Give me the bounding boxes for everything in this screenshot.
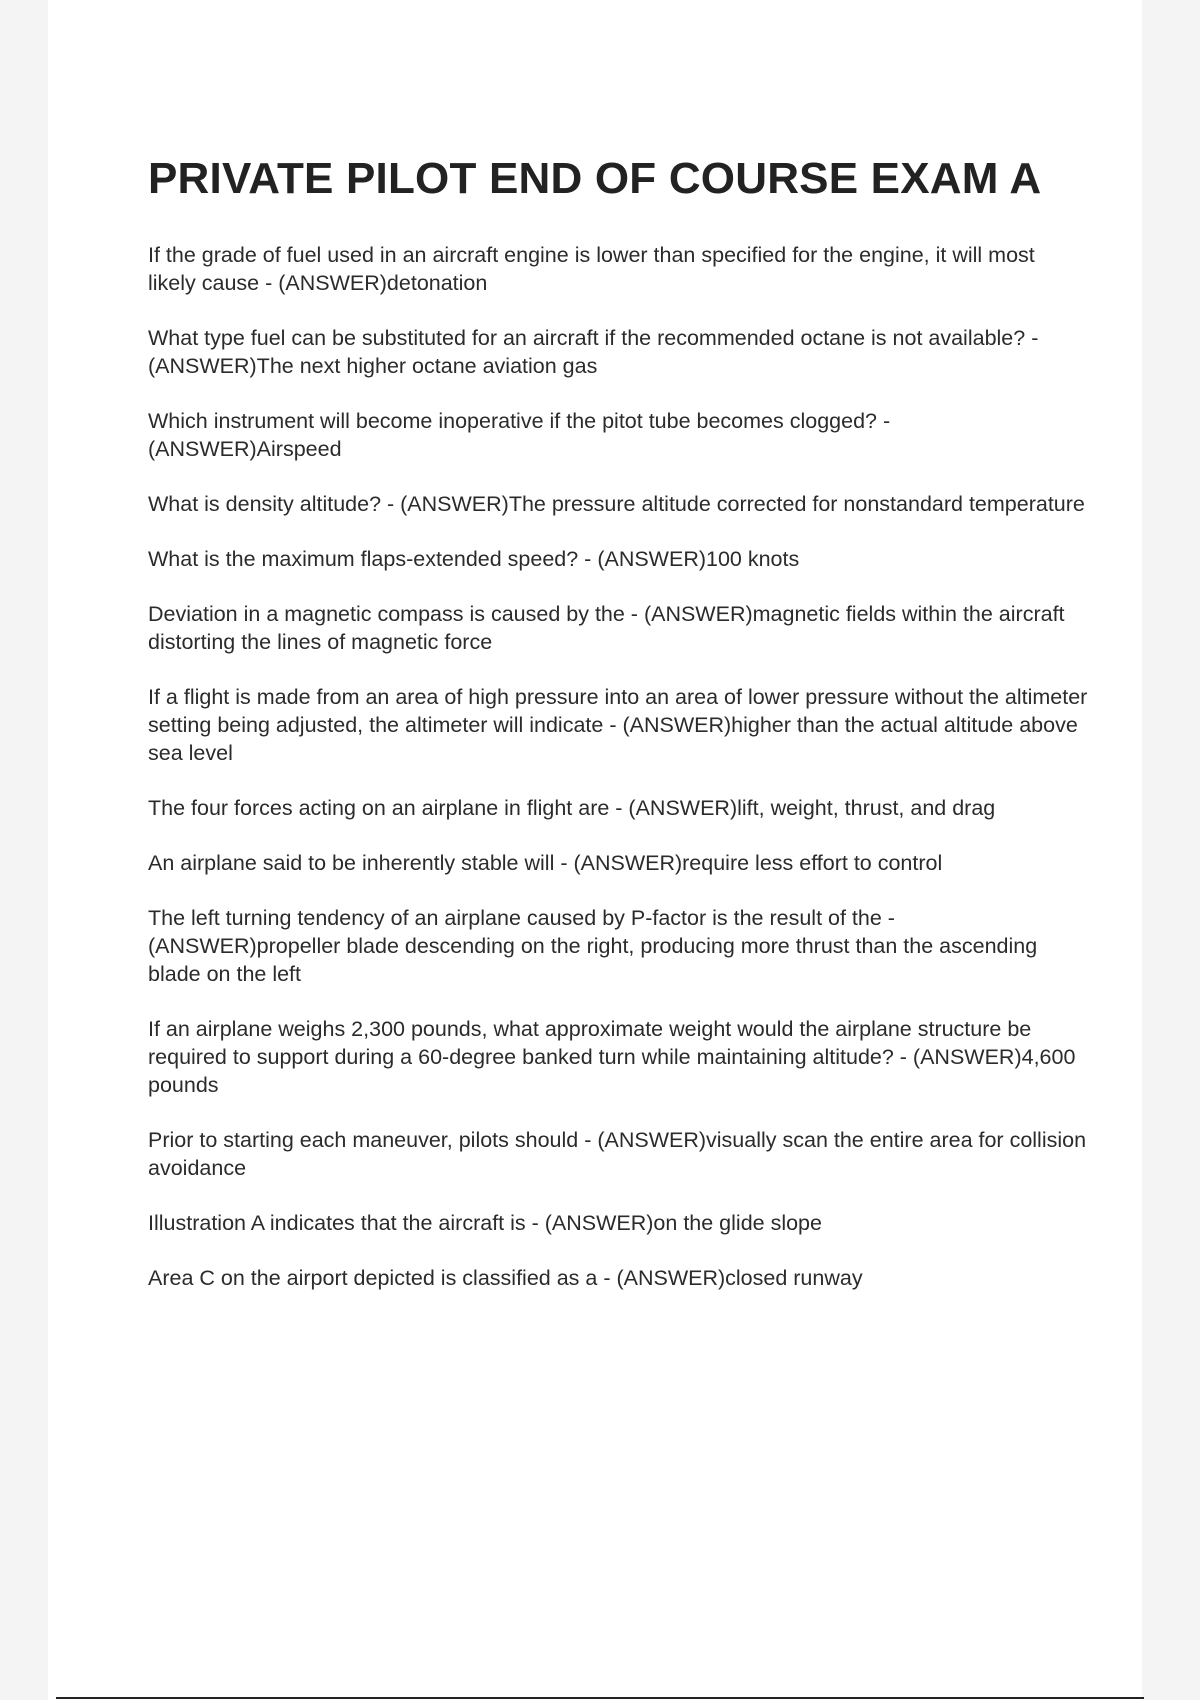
qa-item: The left turning tendency of an airplane caused by P-factor is the result of the - (ANSWER)propeller blade descending on the right, producing more thrust than the ascending blade on the left <box>148 906 1038 986</box>
document-content <box>148 150 1088 1319</box>
qa-item: Deviation in a magnetic compass is caused by the - (ANSWER)magnetic fields within the aircraft distorting the lines of magnetic force <box>148 602 1065 654</box>
page-title: PRIVATE PILOT END OF COURSE EXAM A <box>148 154 1042 203</box>
qa-item: What is density altitude? - (ANSWER)The pressure altitude corrected for nonstandard temperature <box>148 492 1085 516</box>
qa-item: If the grade of fuel used in an aircraft engine is lower than specified for the engine, it will most likely cause - (ANSWER)detonation <box>148 243 1035 295</box>
qa-item: What is the maximum flaps-extended speed? - (ANSWER)100 knots <box>148 547 800 571</box>
qa-item: The four forces acting on an airplane in flight are - (ANSWER)lift, weight, thrust, and drag <box>148 796 996 820</box>
qa-item: Area C on the airport depicted is classified as a - (ANSWER)closed runway <box>148 1266 863 1290</box>
qa-item: Which instrument will become inoperative if the pitot tube becomes clogged? - (ANSWER)Airspeed <box>148 409 891 461</box>
footer-rule <box>56 1697 1144 1699</box>
qa-item: What type fuel can be substituted for an aircraft if the recommended octane is not available? - (ANSWER)The next higher octane aviation gas <box>148 326 1039 378</box>
qa-item: An airplane said to be inherently stable will - (ANSWER)require less effort to control <box>148 851 943 875</box>
qa-item: Illustration A indicates that the aircraft is - (ANSWER)on the glide slope <box>148 1211 822 1235</box>
qa-item: If an airplane weighs 2,300 pounds, what approximate weight would the airplane structure be required to support during a 60-degree banked turn while maintaining altitude? - (ANSWER)4,600 pounds <box>148 1017 1076 1097</box>
qa-item: If a flight is made from an area of high pressure into an area of lower pressure without the altimeter setting being adjusted, the altimeter will indicate - (ANSWER)higher than the actual altitude above sea level <box>148 685 1088 765</box>
qa-item: Prior to starting each maneuver, pilots should - (ANSWER)visually scan the entire area for collision avoidance <box>148 1128 1087 1180</box>
